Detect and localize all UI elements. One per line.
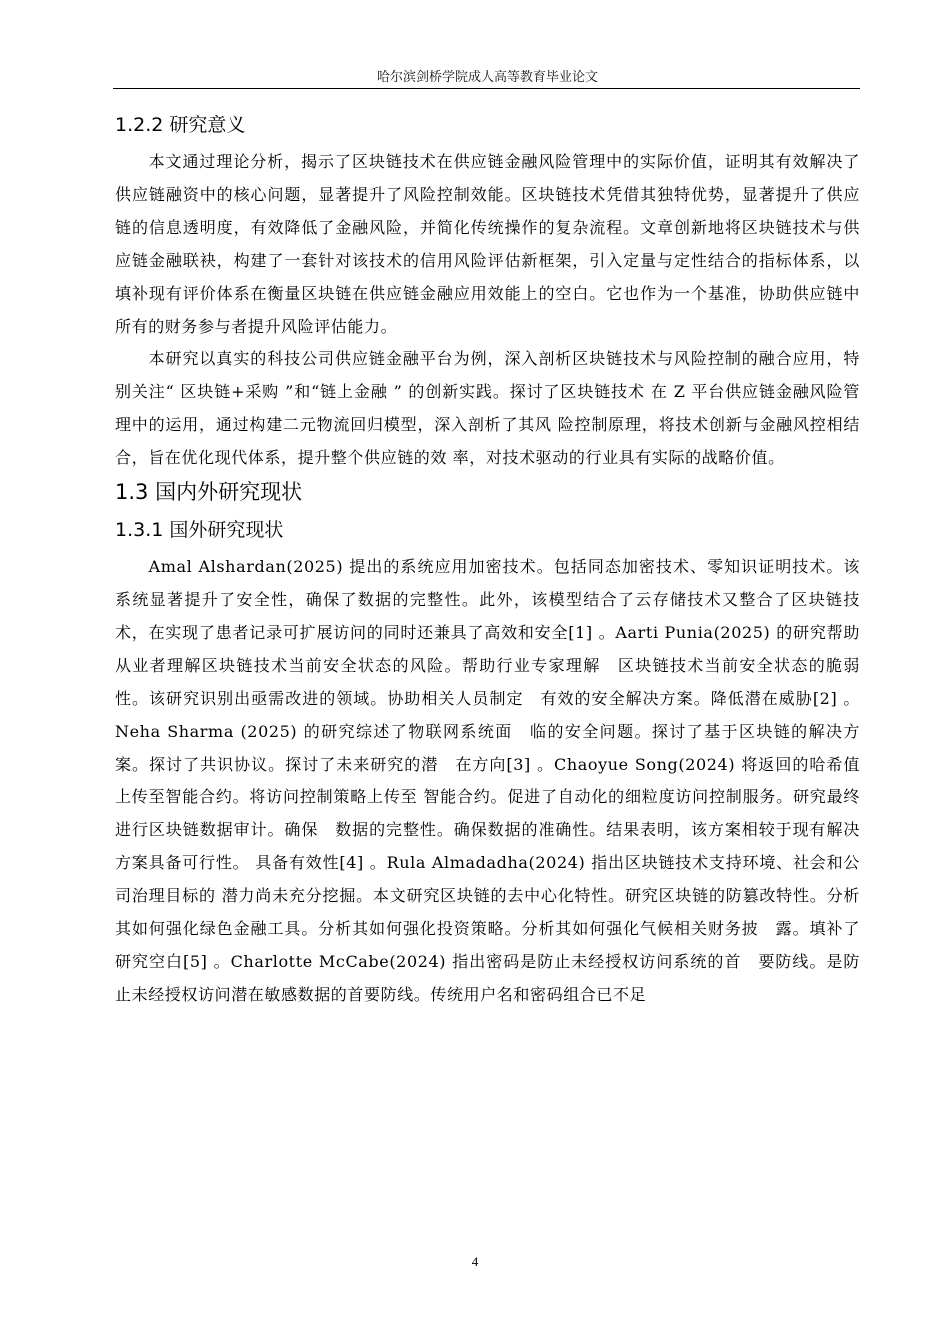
header-rule [113,88,860,89]
section-heading-1-2-2: 1.2.2 研究意义 [115,114,246,136]
page-header: 哈尔滨剑桥学院成人高等教育毕业论文 [376,69,598,84]
page-body [115,110,877,1012]
section-heading-1-3: 1.3 国内外研究现状 [115,480,303,505]
page-number: 4 [471,1254,479,1269]
paragraph-foreign-research: Amal Alshardan(2025) 提出的系统应用加密技术。包括同态加密技术、零知识证明技术。该系统显著提升了安全性，确保了数据的完整性。此外，该模型结合了云存储技术又整合了区块链技术，在实现了患者记录可扩展访问的同时还兼具了高效和安全[1] 。Aarti Punia(2025) 的研究帮助从业者理解区块链技术当前安全状态的风险。帮助行业专家理解 区块链技术当前安全状态的脆弱性。该研究识别出亟需改进的领域。协助相关人员制定 有效的安全解决方案。降低潜在威胁[2] 。Neha Sharma (2025) 的研究综述了物联网系统面 临的安全问题。探讨了基于区块链的解决方案。探讨了共识协议。探讨了未来研究的潜 在方向[3] 。Chaoyue Song(2024) 将返回的哈希值上传至智能合约。将访问控制策略上传至 智能合约。促进了自动化的细粒度访问控制服务。研究最终进行区块链数据审计。确保 数据的完整性。确保数据的准确性。结果表明，该方案相较于现有解决方案具备可行性。 具备有效性[4] 。Rula Almadadha(2024) 指出区块链技术支持环境、社会和公司治理目标的 潜力尚未充分挖掘。本文研究区块链的去中心化特性。研究区块链的防篡改特性。分析 其如何强化绿色金融工具。分析其如何强化投资策略。分析其如何强化气候相关财务披 露。填补了研究空白[5] 。Charlotte McCabe(2024) 指出密码是防止未经授权访问系统的首 要防线。是防止未经授权访问潜在敏感数据的首要防线。传统用户名和密码组合已不足 [115,557,877,1004]
paragraph-significance-2: 本研究以真实的科技公司供应链金融平台为例，深入剖析区块链技术与风险控制的融合应用，特别关注“ 区块链+采购 ”和“链上金融 ” 的创新实践。探讨了区块链技术 在 Z 平台供应链金融风险管理中的运用，通过构建二元物流回归模型，深入剖析了其风 险控制原理，将技术创新与金融风控相结合，旨在优化现代体系，提升整个供应链的效 率，对技术驱动的行业具有实际的战略价值。 [115,349,860,468]
section-heading-1-3-1: 1.3.1 国外研究现状 [115,519,284,542]
paragraph-significance-1: 本文通过理论分析，揭示了区块链技术在供应链金融风险管理中的实际价值，证明其有效解决了供应链融资中的核心问题，显著提升了风险控制效能。区块链技术凭借其独特优势，显著提升了供应链的信息透明度，有效降低了金融风险，并简化传统操作的复杂流程。文章创新地将区块链技术与供应链金融联袂，构建了一套针对该技术的信用风险评估新框架，引入定量与定性结合的指标体系，以填补现有评价体系在衡量区块链在供应链金融应用效能上的空白。它也作为一个基准，协助供应链中所有的财务参与者提升风险评估能力。 [115,152,860,336]
